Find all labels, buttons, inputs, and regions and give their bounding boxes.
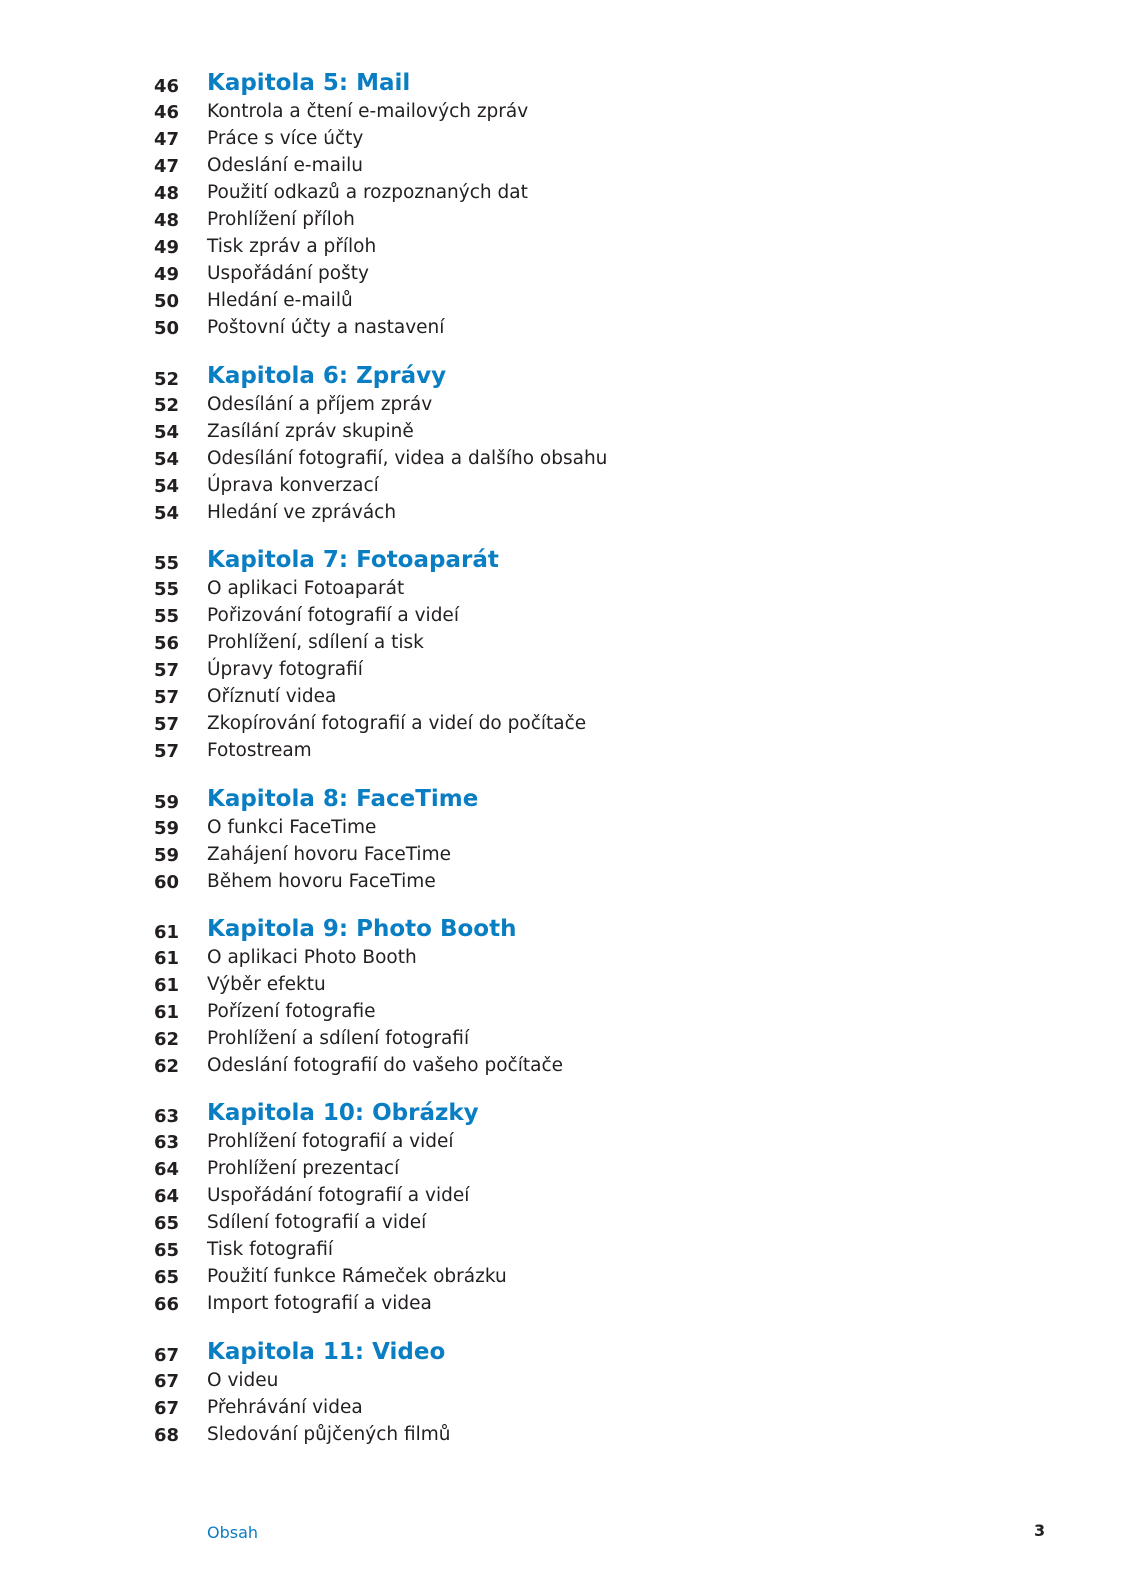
toc-entry-page-number: 66 — [154, 1294, 180, 1315]
toc-entry[interactable] — [0, 973, 1125, 1000]
toc-entry-page-number: 65 — [154, 1267, 180, 1288]
toc-entry-page-number: 55 — [154, 579, 180, 600]
toc-entry-title: Hledání ve zprávách — [207, 502, 397, 523]
toc-entry-page-number: 62 — [154, 1029, 180, 1050]
toc-entry[interactable] — [0, 1157, 1125, 1184]
chapter-heading[interactable] — [0, 1102, 1125, 1129]
chapter-title: Kapitola 6: Zprávy — [207, 363, 447, 389]
toc-entry-title: Pořízení fotografie — [207, 1001, 376, 1022]
toc-entry-page-number: 48 — [154, 183, 180, 204]
toc-entry-page-number: 47 — [154, 129, 180, 150]
toc-entry-title: Zahájení hovoru FaceTime — [207, 844, 451, 865]
toc-entry-title: Úprava konverzací — [207, 475, 379, 496]
toc-entry[interactable] — [0, 1265, 1125, 1292]
toc-entry-title: Použití odkazů a rozpoznaných dat — [207, 182, 528, 203]
toc-entry-page-number: 46 — [154, 102, 180, 123]
toc-entry-page-number: 54 — [154, 449, 180, 470]
toc-entry-title: Sledování půjčených filmů — [207, 1424, 451, 1445]
toc-entry[interactable] — [0, 474, 1125, 501]
toc-entry-page-number: 61 — [154, 1002, 180, 1023]
toc-entry-page-number: 64 — [154, 1159, 180, 1180]
chapter-page-number: 67 — [154, 1345, 180, 1366]
toc-entry-title: Poštovní účty a nastavení — [207, 317, 445, 338]
toc-entry[interactable] — [0, 100, 1125, 127]
toc-entry[interactable] — [0, 739, 1125, 766]
chapter-title: Kapitola 7: Fotoaparát — [207, 547, 499, 573]
toc-entry-page-number: 57 — [154, 687, 180, 708]
toc-entry-title: Použití funkce Rámeček obrázku — [207, 1266, 507, 1287]
toc-entry-page-number: 55 — [154, 606, 180, 627]
toc-entry-title: O videu — [207, 1370, 279, 1391]
toc-entry-page-number: 57 — [154, 660, 180, 681]
toc-entry-title: Prohlížení prezentací — [207, 1158, 400, 1179]
chapter-heading[interactable] — [0, 549, 1125, 576]
toc-entry-title: Práce s více účty — [207, 128, 364, 149]
toc-entry-page-number: 62 — [154, 1056, 180, 1077]
toc-entry-title: Odesílání fotografií, videa a dalšího obsahu — [207, 448, 608, 469]
toc-entry-title: Odeslání e-mailu — [207, 155, 363, 176]
toc-entry-title: Fotostream — [207, 740, 312, 761]
toc-entry-page-number: 59 — [154, 818, 180, 839]
toc-entry[interactable] — [0, 393, 1125, 420]
toc-entry[interactable] — [0, 501, 1125, 528]
toc-entry-title: Tisk fotografií — [207, 1239, 333, 1260]
toc-entry[interactable] — [0, 208, 1125, 235]
toc-entry[interactable] — [0, 127, 1125, 154]
toc-entry-title: O funkci FaceTime — [207, 817, 377, 838]
chapter-heading[interactable] — [0, 1341, 1125, 1368]
chapter-page-number: 52 — [154, 369, 180, 390]
toc-entry-title: Prohlížení, sdílení a tisk — [207, 632, 424, 653]
toc-entry-page-number: 56 — [154, 633, 180, 654]
toc-entry[interactable] — [0, 181, 1125, 208]
chapter-title: Kapitola 8: FaceTime — [207, 786, 479, 812]
chapter-page-number: 55 — [154, 553, 180, 574]
toc-entry[interactable] — [0, 1423, 1125, 1450]
chapter-title: Kapitola 5: Mail — [207, 70, 411, 96]
toc-entry-title: Prohlížení a sdílení fotografií — [207, 1028, 470, 1049]
toc-entry[interactable] — [0, 1054, 1125, 1081]
toc-entry[interactable] — [0, 816, 1125, 843]
toc-entry[interactable] — [0, 631, 1125, 658]
toc-entry-page-number: 52 — [154, 395, 180, 416]
toc-entry-page-number: 65 — [154, 1240, 180, 1261]
chapter-heading[interactable] — [0, 918, 1125, 945]
toc-entry-title: Prohlížení příloh — [207, 209, 355, 230]
toc-entry-title: Oříznutí videa — [207, 686, 337, 707]
toc-entry[interactable] — [0, 658, 1125, 685]
toc-entry-page-number: 57 — [154, 741, 180, 762]
toc-entry-title: Pořizování fotografií a videí — [207, 605, 459, 626]
toc-entry-page-number: 50 — [154, 291, 180, 312]
toc-entry-page-number: 54 — [154, 476, 180, 497]
toc-entry[interactable] — [0, 1238, 1125, 1265]
footer-section-label: Obsah — [207, 1523, 259, 1542]
chapter-heading[interactable] — [0, 72, 1125, 99]
chapter-heading[interactable] — [0, 788, 1125, 815]
footer-page-number: 3 — [1034, 1521, 1046, 1540]
chapter-page-number: 61 — [154, 922, 180, 943]
toc-entry[interactable] — [0, 870, 1125, 897]
toc-entry-title: O aplikaci Photo Booth — [207, 947, 417, 968]
toc-entry[interactable] — [0, 262, 1125, 289]
toc-entry[interactable] — [0, 235, 1125, 262]
toc-entry-title: Uspořádání fotografií a videí — [207, 1185, 470, 1206]
toc-entry-page-number: 65 — [154, 1213, 180, 1234]
toc-entry[interactable] — [0, 577, 1125, 604]
toc-entry-title: O aplikaci Fotoaparát — [207, 578, 405, 599]
toc-entry-title: Zkopírování fotografií a videí do počítače — [207, 713, 587, 734]
toc-entry-page-number: 61 — [154, 975, 180, 996]
toc-entry[interactable] — [0, 1130, 1125, 1157]
toc-entry-page-number: 57 — [154, 714, 180, 735]
toc-entry[interactable] — [0, 447, 1125, 474]
chapter-title: Kapitola 9: Photo Booth — [207, 916, 517, 942]
toc-entry-title: Odesílání a příjem zpráv — [207, 394, 433, 415]
toc-entry-title: Hledání e-mailů — [207, 290, 353, 311]
toc-entry[interactable] — [0, 420, 1125, 447]
chapter-heading[interactable] — [0, 365, 1125, 392]
toc-entry-title: Prohlížení fotografií a videí — [207, 1131, 454, 1152]
toc-entry-page-number: 54 — [154, 422, 180, 443]
chapter-title: Kapitola 10: Obrázky — [207, 1100, 479, 1126]
toc-entry-page-number: 68 — [154, 1425, 180, 1446]
toc-entry-page-number: 48 — [154, 210, 180, 231]
toc-entry-page-number: 49 — [154, 237, 180, 258]
toc-entry[interactable] — [0, 1292, 1125, 1319]
toc-entry-title: Úpravy fotografií — [207, 659, 363, 680]
toc-entry-page-number: 50 — [154, 318, 180, 339]
toc-entry[interactable] — [0, 316, 1125, 343]
chapter-page-number: 46 — [154, 76, 180, 97]
toc-entry-page-number: 59 — [154, 845, 180, 866]
toc-entry-title: Zasílání zpráv skupině — [207, 421, 414, 442]
toc-entry[interactable] — [0, 289, 1125, 316]
chapter-page-number: 59 — [154, 792, 180, 813]
toc-entry[interactable] — [0, 1369, 1125, 1396]
toc-entry-title: Sdílení fotografií a videí — [207, 1212, 427, 1233]
toc-entry[interactable] — [0, 1211, 1125, 1238]
toc-entry-page-number: 49 — [154, 264, 180, 285]
toc-entry-page-number: 54 — [154, 503, 180, 524]
toc-entry-page-number: 64 — [154, 1186, 180, 1207]
toc-entry-page-number: 47 — [154, 156, 180, 177]
toc-entry-title: Přehrávání videa — [207, 1397, 363, 1418]
toc-entry-title: Výběr efektu — [207, 974, 326, 995]
toc-entry-page-number: 60 — [154, 872, 180, 893]
toc-entry[interactable] — [0, 1000, 1125, 1027]
toc-entry[interactable] — [0, 843, 1125, 870]
toc-entry[interactable] — [0, 1184, 1125, 1211]
toc-entry-title: Import fotografií a videa — [207, 1293, 432, 1314]
toc-entry-page-number: 67 — [154, 1371, 180, 1392]
toc-entry-title: Během hovoru FaceTime — [207, 871, 436, 892]
toc-entry-title: Uspořádání pošty — [207, 263, 369, 284]
chapter-page-number: 63 — [154, 1106, 180, 1127]
toc-entry[interactable] — [0, 712, 1125, 739]
toc-entry-title: Kontrola a čtení e-mailových zpráv — [207, 101, 529, 122]
toc-entry-page-number: 67 — [154, 1398, 180, 1419]
chapter-title: Kapitola 11: Video — [207, 1339, 446, 1365]
toc-entry-page-number: 63 — [154, 1132, 180, 1153]
toc-entry-title: Odeslání fotografií do vašeho počítače — [207, 1055, 563, 1076]
toc-entry[interactable] — [0, 685, 1125, 712]
toc-entry[interactable] — [0, 946, 1125, 973]
toc-entry-page-number: 61 — [154, 948, 180, 969]
toc-entry-title: Tisk zpráv a příloh — [207, 236, 377, 257]
toc-entry[interactable] — [0, 154, 1125, 181]
toc-entry[interactable] — [0, 604, 1125, 631]
toc-entry[interactable] — [0, 1027, 1125, 1054]
toc-entry[interactable] — [0, 1396, 1125, 1423]
